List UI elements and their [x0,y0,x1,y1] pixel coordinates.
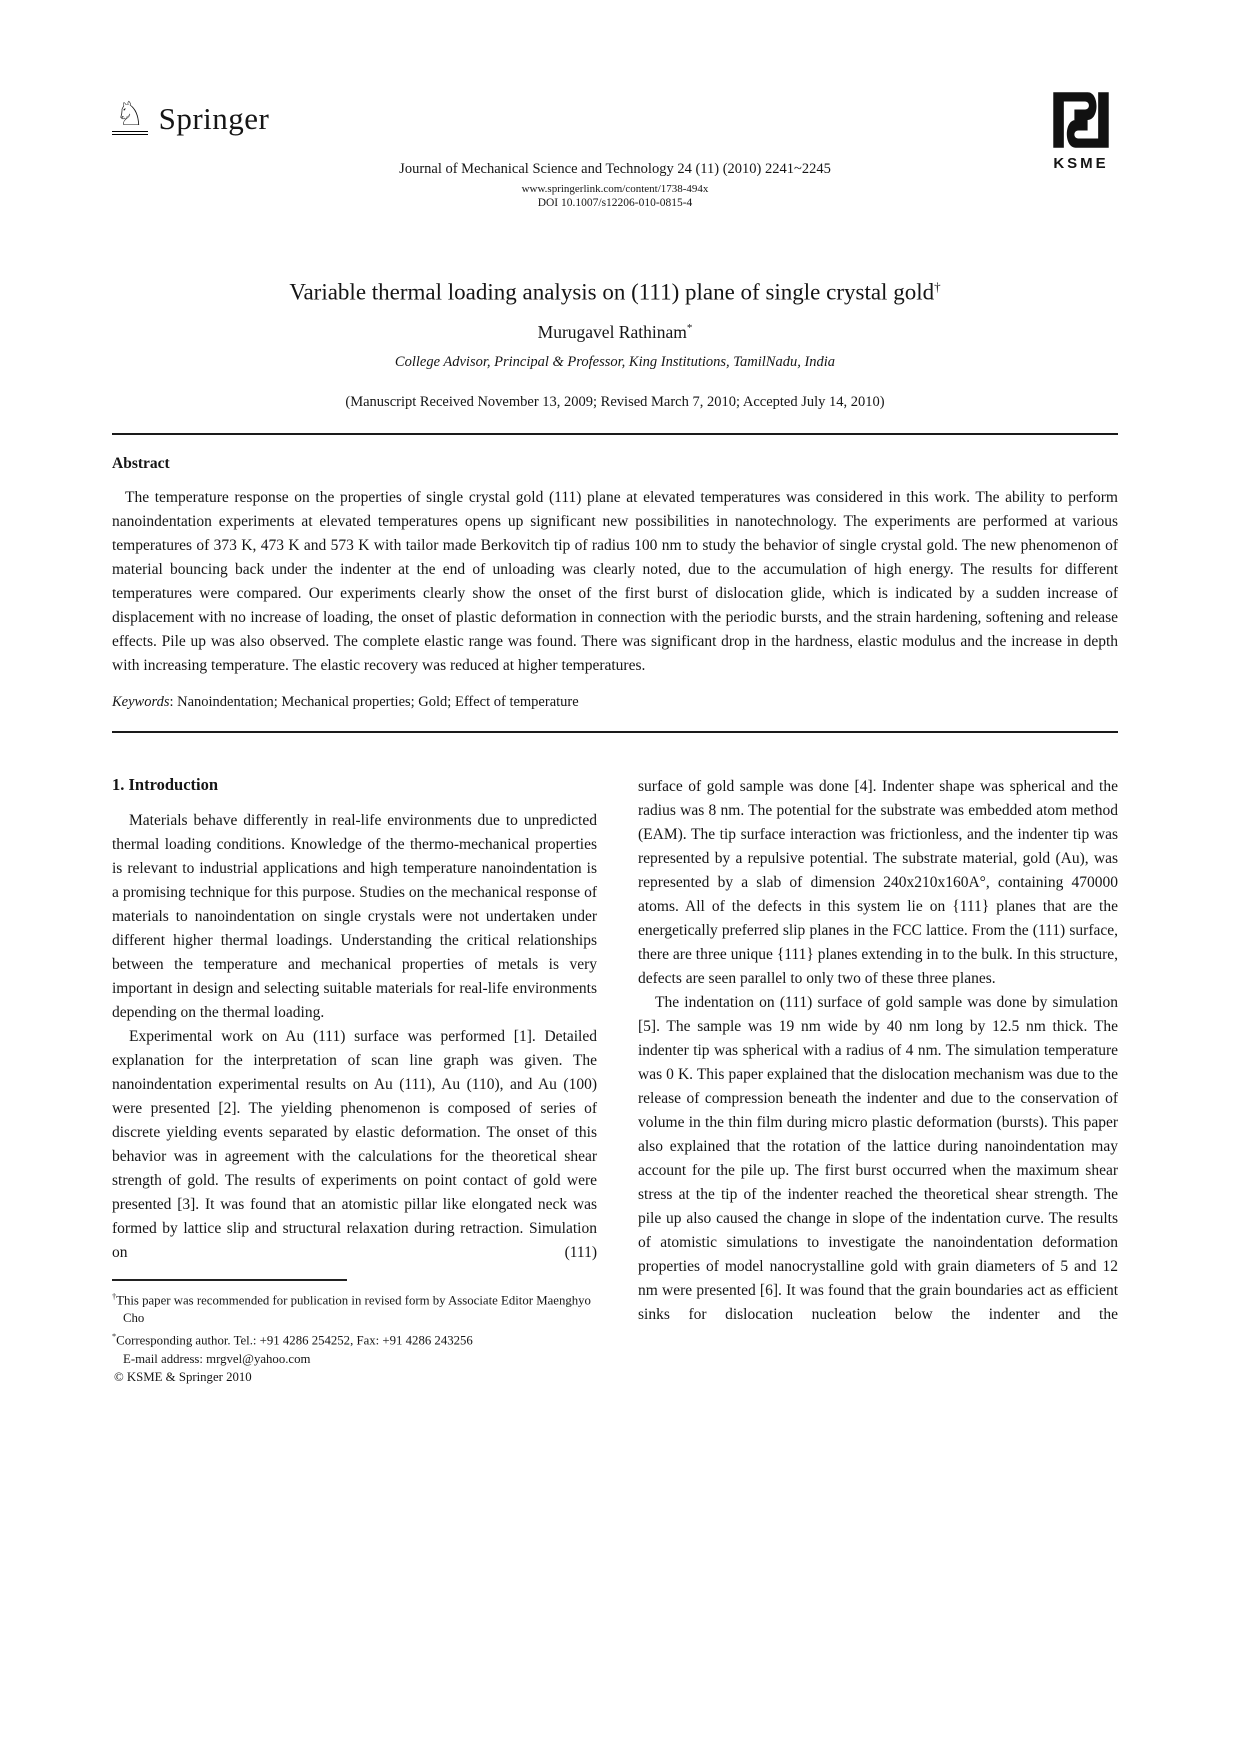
page-title [112,279,1118,306]
footnote-recommendation-text: This paper was recommended for publication in revised form by Associate Editor Maenghyo Cho [116,1292,591,1326]
footnote-block [112,1279,597,1387]
ksme-icon [1046,87,1116,153]
abstract-section [112,455,1118,711]
footnote-corresponding-author [112,1328,597,1350]
abstract-heading: Abstract [112,454,170,472]
keywords-line [112,694,1118,711]
footnote-email: E-mail address: mrgvel@yahoo.com [123,1351,311,1366]
page-title-text: Variable thermal loading analysis on (111) plane of single crystal gold [289,279,935,305]
knight-icon: ♘ [115,94,145,133]
journal-url: www.springerlink.com/content/1738-494x [521,183,709,195]
paragraph-intro-2: Experimental work on Au (111) surface was performed [1]. Detailed explanation for the interpretation of scan line graph was given. The nanoindentation experimental results on Au (111), Au (110), and Au (100) were presented [2]. The yielding phenomenon is composed of series of discrete yielding events separated by elastic deformation. The onset of this behavior was in agreement with the calculations for the theoretical shear strength of gold. The results of experiments on point contact of gold were presented [3]. It was found that an atomistic pillar like elongated neck was formed by lattice slip and structural relaxation during retraction. Simulation on (111) [112,1027,597,1261]
footnote-asterisk-mark: * [112,1331,117,1341]
springer-logo [112,85,1118,135]
divider-below-abstract [112,731,1118,733]
ksme-wordmark: KSME [1053,155,1109,172]
page-header [112,85,1118,209]
footnote-divider [112,1279,347,1281]
ksme-logo [1044,87,1118,172]
manuscript-dates: (Manuscript Received November 13, 2009; Revised March 7, 2010; Accepted July 14, 2010) [345,393,885,410]
springer-wordmark: Springer [158,101,270,136]
author-name [112,322,1118,343]
body-columns [112,775,1118,1387]
title-dagger-mark: † [934,279,941,294]
paragraph-intro-1: Materials behave differently in real-life environments due to unpredicted thermal loading conditions. Knowledge of the thermo-mechanical properties is relevant to industrial applications and high temperature nanoindentation is a promising technique for this purpose. Studies on the mechanical response of materials to nanoindentation on single crystals were not undertaken under different higher thermal loadings. Understanding the critical relationships between the temperature and mechanical properties of metals is very important in design and selecting suitable materials for real-life environments depending on the thermal loading. [112,811,597,1021]
author-asterisk-mark: * [686,321,693,334]
affiliation: College Advisor, Principal & Professor, King Institutions, TamilNadu, India [394,353,836,370]
author-name-text: Murugavel Rathinam [537,321,687,342]
title-block [112,279,1118,411]
doi-line: DOI 10.1007/s12206-010-0815-4 [537,197,693,209]
footnote-copyright: © KSME & Springer 2010 [114,1370,252,1385]
journal-citation: Journal of Mechanical Science and Technology 24 (11) (2010) 2241~2245 [399,161,831,177]
left-column [112,775,597,1387]
journal-header [112,161,1118,209]
abstract-text: The temperature response on the properties of single crystal gold (111) plane at elevated temperatures was considered in this work. The ability to perform nanoindentation experiments at elevated temperatures opens up significant new possibilities in nanotechnology. The experiments are performed at various temperatures of 373 K, 473 K and 573 K with tailor made Berkovitch tip of radius 100 nm to study the behavior of single crystal gold. The new phenomenon of material bouncing back under the indenter at the end of unloading was clearly noted, due to the accumulation of high energy. The results for different temperatures were compared. Our experiments clearly show the onset of the first burst of dislocation glide, which is indicated by a sudden increase of displacement with no increase of loading, the onset of plastic deformation in connection with the periodic bursts, and the strain hardening, softening and release effects. Pile up was also observed. The complete elastic range was found. There was significant drop in the hardness, elastic modulus and the increase in depth with increasing temperature. The elastic recovery was reduced at higher temperatures. [112,488,1118,674]
footnote-dagger-mark: † [112,1291,117,1301]
paragraph-intro-4: The indentation on (111) surface of gold sample was done by simulation [5]. The sample was 19 nm wide by 40 nm long by 12.5 nm thick. The indenter tip was spherical with a radius of 4 nm. The simulation temperature was 0 K. This paper explained that the dislocation mechanism was due to the release of compression beneath the indenter and due to the conservation of volume in the thin film during micro plastic deformation (bursts). This paper also explained that the rotation of the lattice during nanoindentation may account for the pile up. The first burst occurred when the maximum shear stress at the tip of the indenter reached the theoretical shear strength. The pile up also caused the change in slope of the indentation curve. The results of atomistic simulations to investigate the nanoindentation deformation properties of model nanocrystalline gold with grain diameters of 5 and 12 nm were presented [6]. It was found that the grain boundaries act as efficient sinks for dislocation nucleation below the indenter and the [638,993,1118,1323]
paragraph-intro-3: surface of gold sample was done [4]. Indenter shape was spherical and the radius was 8 nm. The potential for the substrate was embedded atom method (EAM). The tip surface interaction was frictionless, and the indenter tip was represented by a repulsive potential. The substrate material, gold (Au), was represented by a slab of dimension 240x210x160A°, containing 470000 atoms. All of the defects in this system lie on {111} planes that are the energetically preferred slip planes in the FCC lattice. From the (111) surface, there are three unique {111} planes extending in to the bulk. In this structure, defects are seen parallel to only two of these three planes. [638,777,1118,987]
footnote-recommendation [112,1288,597,1328]
keywords-list: : Nanoindentation; Mechanical properties; Gold; Effect of temperature [169,693,579,710]
springer-knight-box [112,94,148,135]
right-column [638,775,1118,1387]
divider-above-abstract [112,433,1118,435]
section-heading-introduction: 1. Introduction [112,774,219,794]
footnote-corresponding-author-text: Corresponding author. Tel.: +91 4286 254252, Fax: +91 4286 243256 [116,1333,473,1348]
keywords-label: Keywords [112,693,170,710]
